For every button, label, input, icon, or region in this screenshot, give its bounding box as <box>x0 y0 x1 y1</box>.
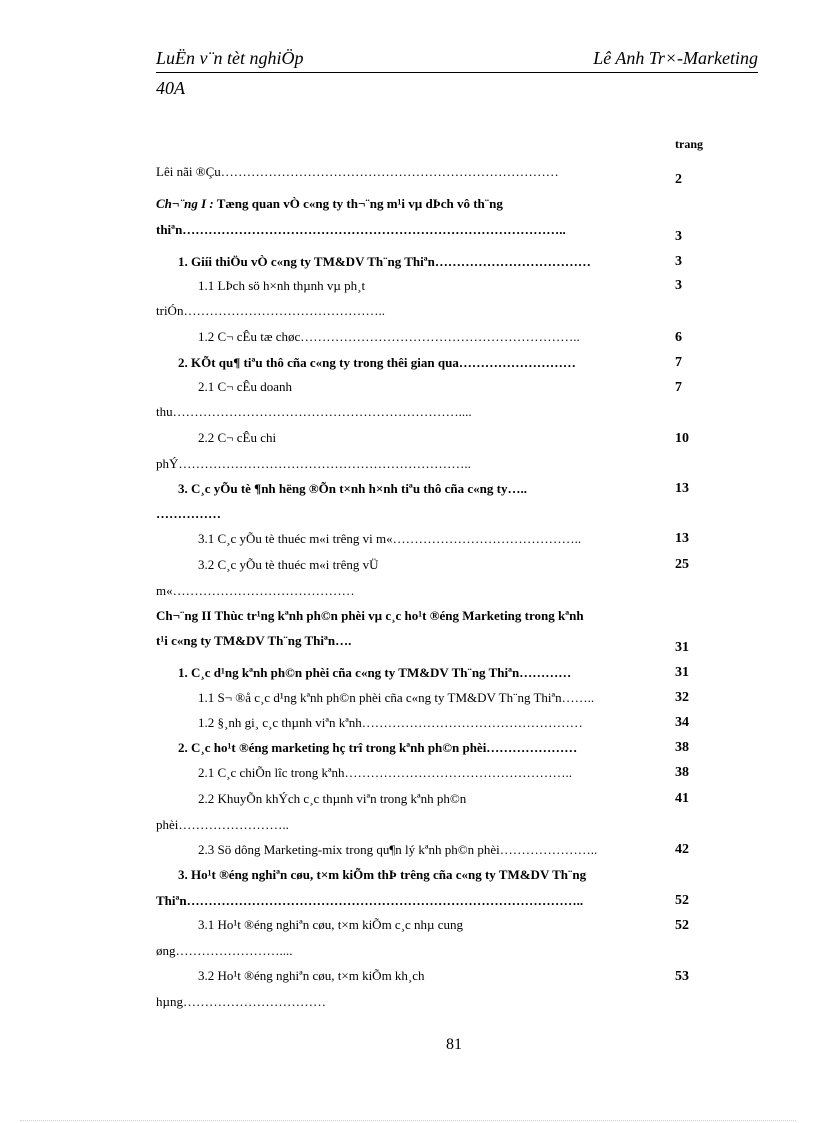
toc-entry-continuation: Thiªn……………………………………………………………………………….. <box>156 893 584 908</box>
toc-entry-continuation: thu………………………………………………………….... <box>156 404 472 419</box>
column-header-page: trang <box>675 137 703 151</box>
toc-page-number: 3 <box>675 254 682 269</box>
toc-page-number: 13 <box>675 481 689 496</box>
toc-entry: 3. C¸c yÕu tè ¶nh hëng ®Õn t×nh h×nh tiªu thô cña c«ng ty….. <box>178 481 527 496</box>
toc-entry: 1.2 §¸nh gi¸ c¸c thµnh viªn kªnh…………………………………………… <box>198 715 583 730</box>
toc-page-number: 3 <box>675 229 682 244</box>
toc-entry-continuation: m«…………………………………… <box>156 583 355 598</box>
toc-entry: 3.2 C¸c yÕu tè thuéc m«i trêng vÜ <box>198 557 379 572</box>
toc-entry: 1.1 S¬ ®å c¸c d¹ng kªnh ph©n phèi cña c«ng ty TM&DV Th¨ng Thiªn…….. <box>198 690 595 705</box>
toc-page-number: 3 <box>675 278 682 293</box>
toc-entry: 1. Giíi thiÖu vÒ c«ng ty TM&DV Th¨ng Thiªn……………………………… <box>178 254 591 269</box>
toc-entry: 2.1 C¬ cÊu doanh <box>198 379 292 394</box>
bottom-divider <box>20 1120 796 1121</box>
toc-page-number: 34 <box>675 715 689 730</box>
toc-entry: 1. C¸c d¹ng kªnh ph©n phèi cña c«ng ty TM&DV Th¨ng Thiªn………… <box>178 665 572 680</box>
toc-entry: 3.2 Ho¹t ®éng nghiªn cøu, t×m kiÕm kh¸ch <box>198 968 425 983</box>
toc-page-number: 13 <box>675 531 689 546</box>
toc-page-number: 41 <box>675 791 689 806</box>
toc-page-number: 7 <box>675 380 682 395</box>
toc-page-number: 38 <box>675 765 689 780</box>
toc-entry: 2.3 Sö dông Marketing-mix trong qu¶n lý kªnh ph©n phèi………………….. <box>198 842 598 857</box>
page-number: 81 <box>446 1036 462 1053</box>
toc-page-number: 2 <box>675 172 682 187</box>
toc-page-number: 31 <box>675 640 689 655</box>
toc-entry: Ch¬¨ng I : Tæng quan vÒ c«ng ty th¬¨ng m¹i vµ dÞch vô th¨ng <box>156 196 503 211</box>
header-sub: 40A <box>156 78 185 98</box>
chapter-label: Ch¬¨ng I : <box>156 196 214 211</box>
toc-entry: 3.1 Ho¹t ®éng nghiªn cøu, t×m kiÕm c¸c nhµ cung <box>198 917 464 932</box>
toc-entry-continuation: thiªn…………………………………………………………………………….. <box>156 222 566 237</box>
toc-entry: 3. Ho¹t ®éng nghiªn cøu, t×m kiÕm thÞ trêng cña c«ng ty TM&DV Th¨ng <box>178 867 587 882</box>
toc-page-number: 10 <box>675 431 689 446</box>
toc-page-number: 52 <box>675 893 689 908</box>
toc-entry: 2.2 KhuyÕn khÝch c¸c thµnh viªn trong kªnh ph©n <box>198 791 467 806</box>
toc-entry-continuation: øng…………………….... <box>156 943 293 958</box>
toc-page-number: 53 <box>675 969 689 984</box>
toc-entry: 2.1 C¸c chiÕn lîc trong kªnh…………………………………………….. <box>198 765 573 780</box>
toc-entry: 3.1 C¸c yÕu tè thuéc m«i trêng vi m«…………………………………….. <box>198 531 582 546</box>
header-right: Lê Anh Tr×-Marketing <box>593 48 758 68</box>
toc-entry: 1.1 LÞch sö h×nh thµnh vµ ph¸t <box>198 278 366 293</box>
toc-entry: Ch¬¨ng II Thùc tr¹ng kªnh ph©n phèi vµ c¸c ho¹t ®éng Marketing trong kªnh <box>156 608 584 623</box>
toc-entry-continuation: phèi…………………….. <box>156 817 289 832</box>
toc-entry-continuation: hµng…………………………… <box>156 994 326 1009</box>
toc-page-number: 25 <box>675 557 689 572</box>
toc-page-number: 32 <box>675 690 689 705</box>
toc-entry-continuation: …………… <box>156 506 221 521</box>
toc-page-number: 38 <box>675 740 689 755</box>
toc-entry: 2. KÕt qu¶ tiªu thô cña c«ng ty trong thêi gian qua……………………… <box>178 355 576 370</box>
toc-page-number: 52 <box>675 918 689 933</box>
toc-entry: 1.2 C¬ cÊu tæ chøc……………………………………………………….. <box>198 329 580 344</box>
toc-entry-continuation: t¹i c«ng ty TM&DV Th¨ng Thiªn…. <box>156 633 352 648</box>
toc-page-number: 42 <box>675 842 689 857</box>
header-left: LuËn v¨n tèt nghiÖp <box>156 48 304 68</box>
toc-entry: 2.2 C¬ cÊu chi <box>198 430 277 445</box>
toc-entry: 2. C¸c ho¹t ®éng marketing hç trî trong kªnh ph©n phèi………………… <box>178 740 578 755</box>
toc-page-number: 7 <box>675 355 682 370</box>
toc-entry-continuation: triÓn……………………………………….. <box>156 303 385 318</box>
toc-entry-continuation: phÝ………………………………………………………….. <box>156 456 471 471</box>
toc-page-number: 6 <box>675 330 682 345</box>
toc-entry: Lêi nãi ®Çu…………………………………………………………………… <box>156 164 559 179</box>
toc-page-number: 31 <box>675 665 689 680</box>
